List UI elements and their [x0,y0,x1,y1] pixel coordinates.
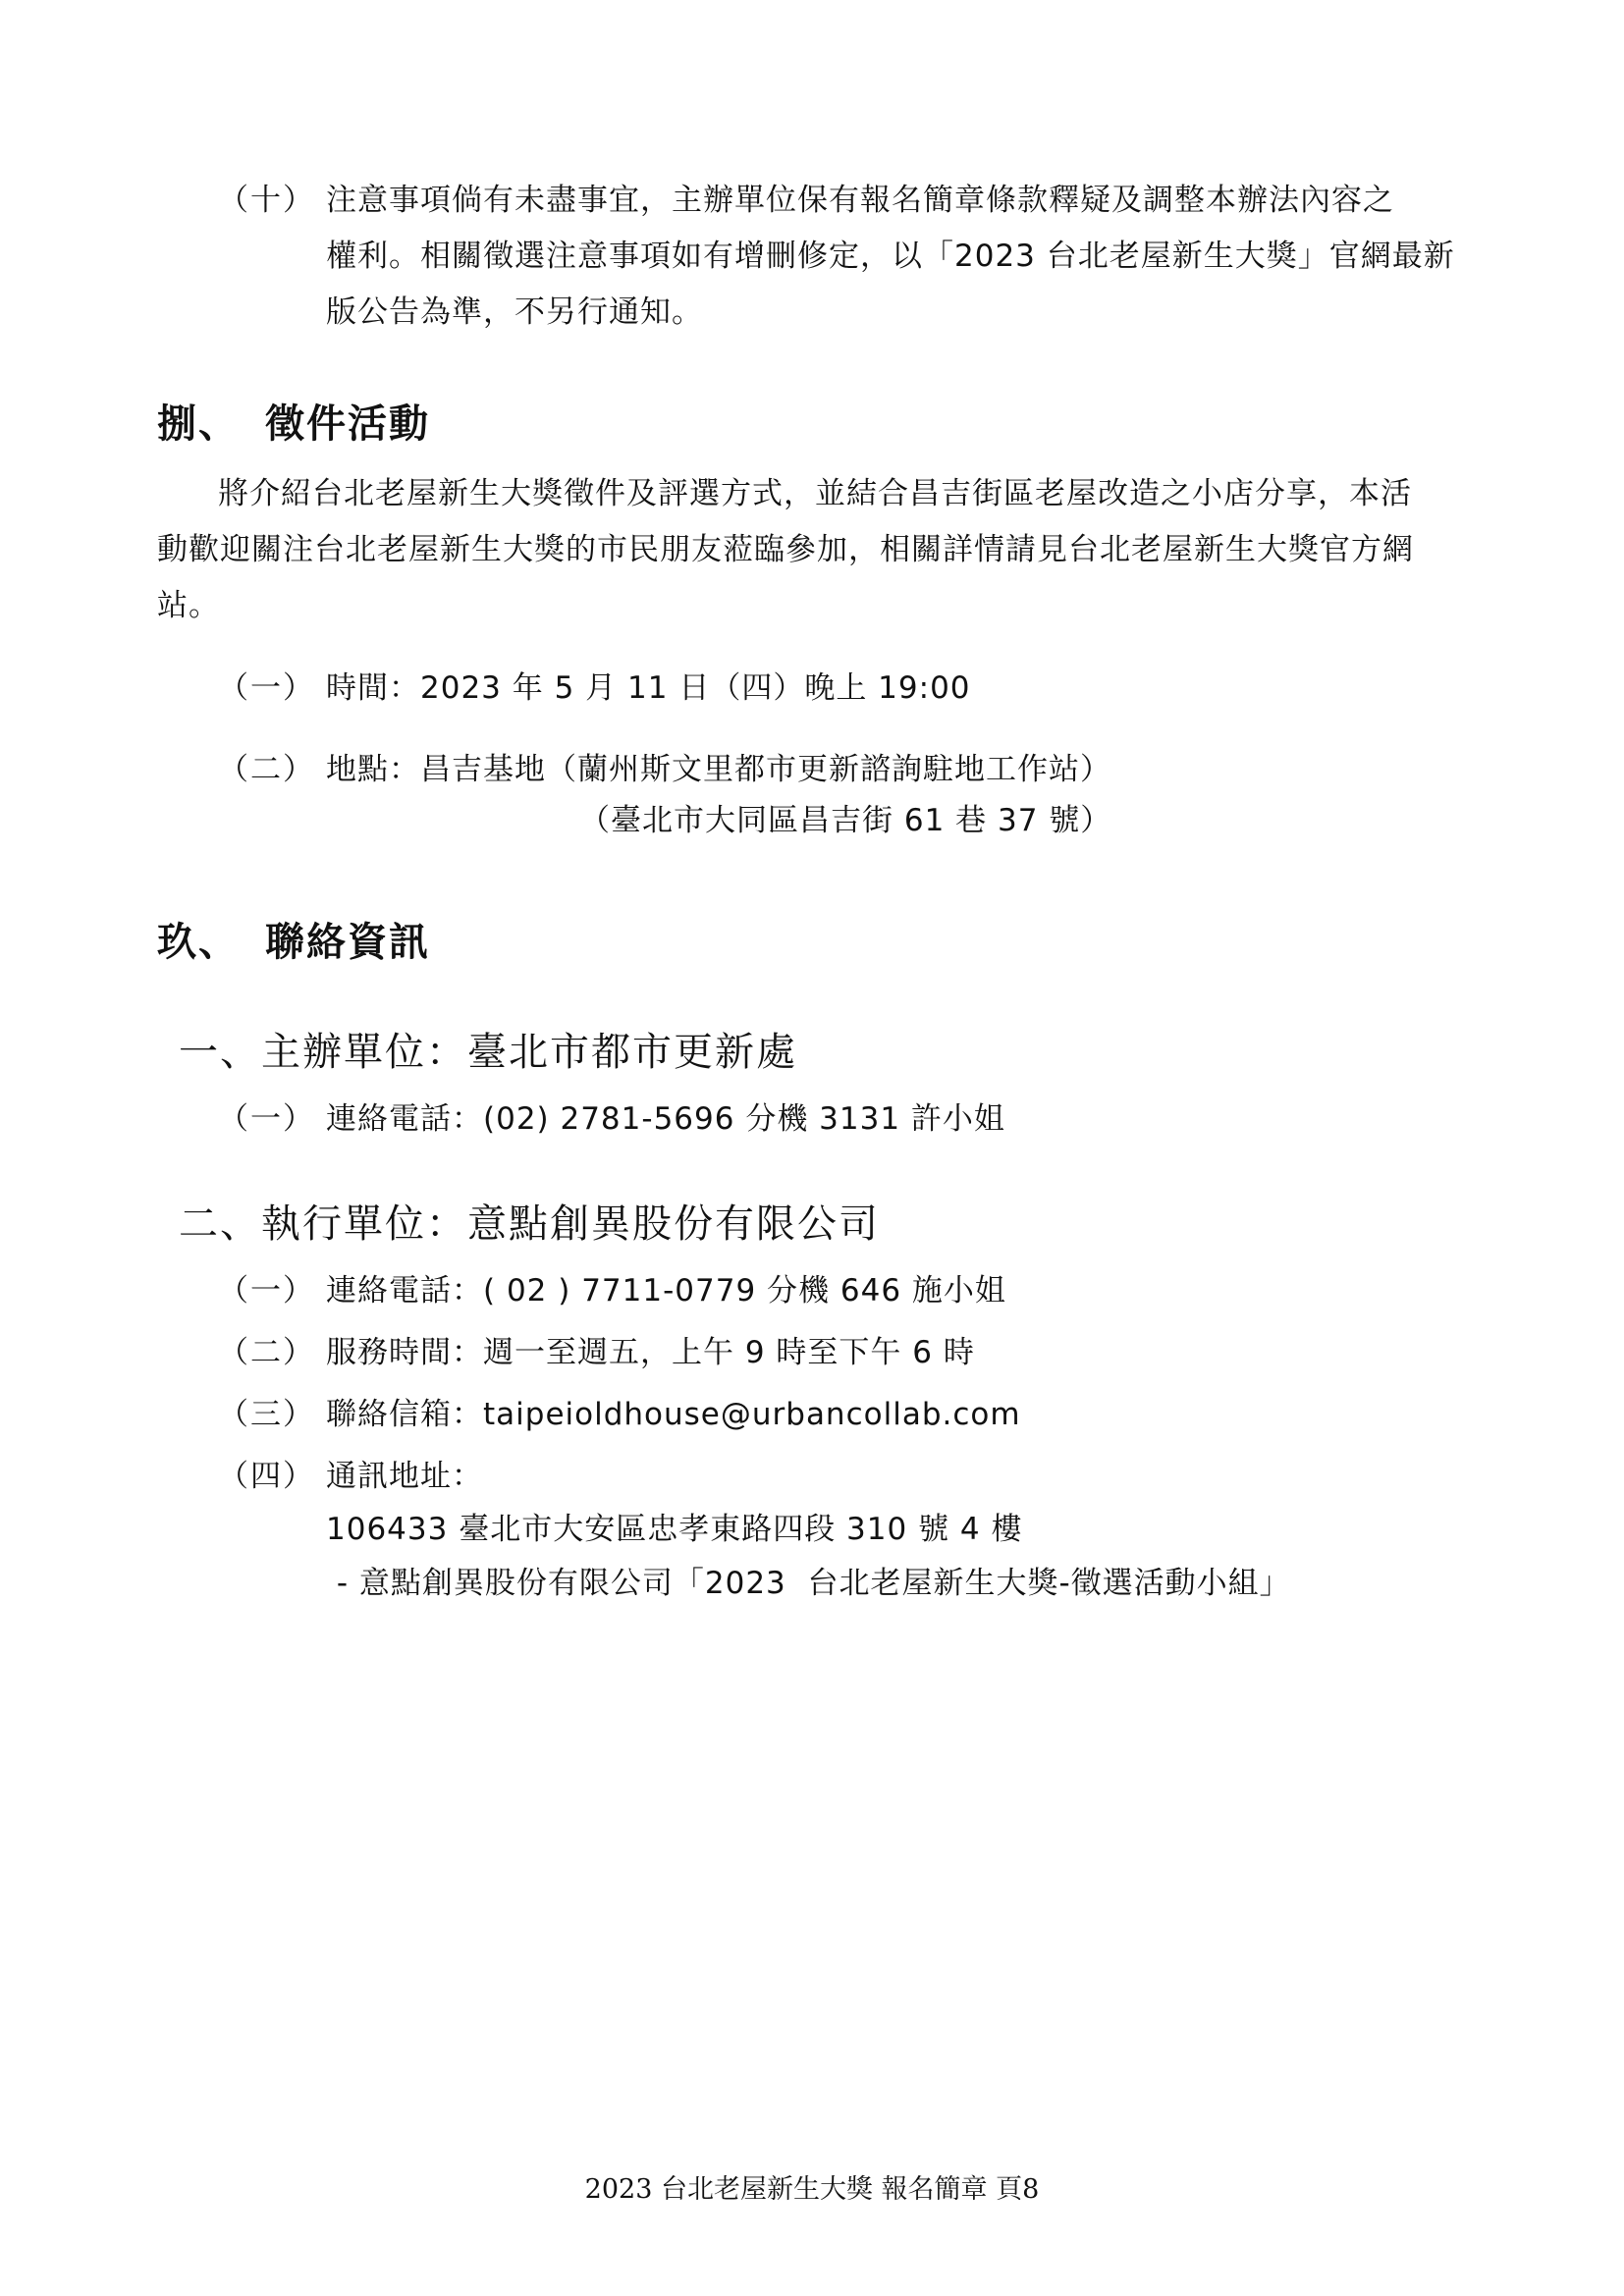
notice-item-text [326,173,1602,341]
event-location-item [218,742,1111,798]
event-time-item [218,661,971,717]
notice-line: 權利。相關徵選注意事項如有增刪修定，以「2023 台北老屋新生大獎」官網最新 [326,239,1455,274]
executor-email-item [218,1387,1021,1443]
executor-hours-number: （二） [218,1335,315,1370]
section-8-title: 徵件活動 [265,401,430,447]
executor-phone-number: （一） [218,1273,315,1308]
section-9-number: 玖、 [157,920,240,965]
section-8-heading [157,393,430,449]
section-9-title: 聯絡資訊 [265,920,430,965]
executor-address-line-1: 106433 臺北市大安區忠孝東路四段 310 號 4 樓 [326,1512,1023,1547]
executor-address-label: 通訊地址： [326,1459,483,1494]
paragraph-line: 站。 [157,588,220,623]
organizer-heading: 一、主辦單位：臺北市都市更新處 [179,1030,797,1075]
executor-email-text: 聯絡信箱：taipeioldhouse@urbancollab.com [326,1397,1021,1432]
paragraph-line: 動歡迎關注台北老屋新生大獎的市民朋友蒞臨參加，相關詳情請見台北老屋新生大獎官方網 [157,532,1414,567]
page-footer: 2023 台北老屋新生大獎 報名簡章 頁8 [584,2174,1040,2205]
organizer-phone-number: （一） [218,1101,315,1137]
organizer-phone-text: 連絡電話：(02) 2781-5696 分機 3131 許小姐 [326,1101,1005,1137]
notice-line: 注意事項倘有未盡事宜，主辦單位保有報名簡章條款釋疑及調整本辦法內容之 [326,183,1394,218]
paragraph-line: 將介紹台北老屋新生大獎徵件及評選方式，並結合昌吉街區老屋改造之小店分享，本活 [218,476,1412,511]
executor-heading: 二、執行單位：意點創異股份有限公司 [179,1201,880,1247]
executor-address-number: （四） [218,1459,315,1494]
executor-address-line-2: - 意點創異股份有限公司「2023 台北老屋新生大獎-徵選活動小組」 [326,1566,1291,1601]
section-8-paragraph [157,466,1492,634]
executor-email-number: （三） [218,1397,315,1432]
executor-address-item [218,1449,483,1505]
notice-line: 版公告為準，不另行通知。 [326,294,703,330]
notice-item [218,173,1602,341]
event-time-text: 時間：2023 年 5 月 11 日（四）晚上 19:00 [326,670,971,706]
event-location-number: （二） [218,752,315,787]
event-time-number: （一） [218,670,315,706]
event-location-address: （臺北市大同區昌吉街 61 巷 37 號） [579,803,1112,838]
section-9-heading [157,911,430,967]
executor-phone-text: 連絡電話：( 02 ) 7711-0779 分機 646 施小姐 [326,1273,1006,1308]
executor-phone-item [218,1263,1006,1319]
organizer-phone-item [218,1092,1005,1148]
event-location-text: 地點：昌吉基地（蘭州斯文里都市更新諮詢駐地工作站） [326,752,1111,787]
notice-item-number: （十） [218,183,315,218]
executor-hours-item [218,1325,975,1381]
executor-hours-text: 服務時間：週一至週五，上午 9 時至下午 6 時 [326,1335,975,1370]
section-8-number: 捌、 [157,401,240,447]
